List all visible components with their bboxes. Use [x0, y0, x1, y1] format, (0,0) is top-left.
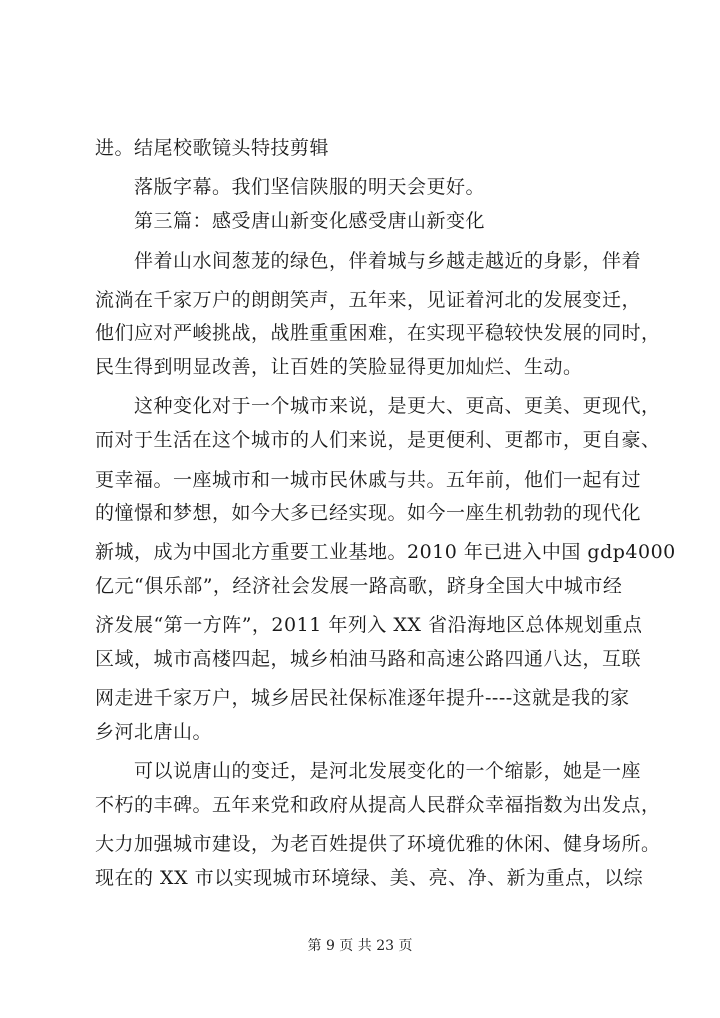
text-line: 新城，成为中国北方重要工业基地。2010 年已进入中国 gdp4000 — [95, 541, 676, 563]
text-line: 伴着山水间葱茏的绿色，伴着城与乡越走越近的身影，伴着 — [134, 250, 642, 272]
text-line: 乡河北唐山。 — [95, 721, 213, 743]
text-line: 大力加强城市建设，为老百姓提供了环境优雅的休闲、健身场所。 — [95, 833, 661, 855]
text-line: 济发展“第一方阵”，2011 年列入 XX 省沿海地区总体规划重点 — [95, 614, 643, 636]
text-line: 他们应对严峻挑战，战胜重重困难，在实现平稳较快发展的同时， — [95, 322, 661, 344]
text-line: 的憧憬和梦想，如今大多已经实现。如今一座生机勃勃的现代化 — [95, 502, 642, 524]
text-line: 现在的 XX 市以实现城市环境绿、美、亮、净、新为重点，以综 — [95, 867, 644, 889]
text-line: 落版字幕。我们坚信陕服的明天会更好。 — [134, 176, 486, 198]
text-line: 亿元“俱乐部”，经济社会发展一路高歌，跻身全国大中城市经 — [95, 575, 623, 597]
text-line: 进。结尾校歌镜头特技剪辑 — [95, 137, 330, 159]
text-line: 而对于生活在这个城市的人们来说，是更便利、更都市，更自豪、 — [95, 429, 661, 451]
section-heading: 第三篇：感受唐山新变化感受唐山新变化 — [134, 210, 486, 232]
text-line: 这种变化对于一个城市来说，是更大、更高、更美、更现代， — [134, 395, 661, 417]
text-line: 民生得到明显改善，让百姓的笑脸显得更加灿烂、生动。 — [95, 356, 583, 378]
page-number-footer: 第 9 页 共 23 页 — [307, 938, 413, 954]
text-line: 网走进千家万户，城乡居民社保标准逐年提升----这就是我的家 — [95, 687, 630, 709]
text-line: 区域，城市高楼四起，城乡柏油马路和高速公路四通八达，互联 — [95, 648, 642, 670]
text-line: 流淌在千家万户的朗朗笑声，五年来，见证着河北的发展变迁， — [95, 289, 642, 311]
text-line: 不朽的丰碑。五年来党和政府从提高人民群众幸福指数为出发点， — [95, 794, 661, 816]
text-line: 可以说唐山的变迁，是河北发展变化的一个缩影，她是一座 — [134, 760, 642, 782]
text-line: 更幸福。一座城市和一城市民休戚与共。五年前，他们一起有过 — [95, 469, 642, 491]
